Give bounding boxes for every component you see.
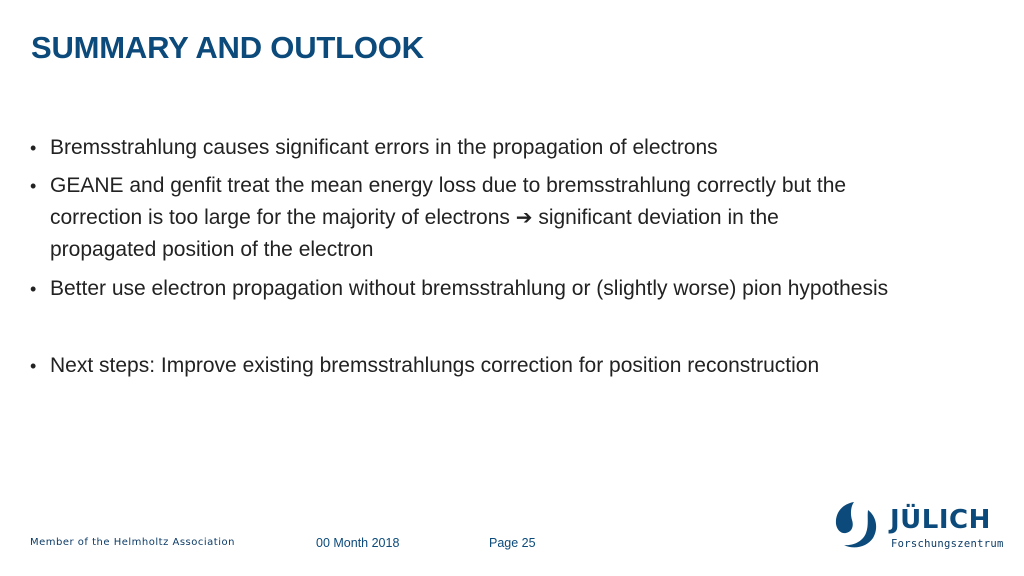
bullet-item	[30, 132, 1010, 164]
bullet-item	[30, 350, 1010, 382]
bullet-marker: •	[30, 356, 37, 376]
bullet-text-line: propagated position of the electron	[50, 238, 374, 261]
juelich-logo-mark-icon	[832, 500, 882, 550]
bullet-text: Better use electron propagation without bremsstrahlung or (slightly worse) pion hypothesis	[50, 277, 889, 300]
bullet-text-line	[50, 202, 1010, 234]
footer-date: 00 Month 2018	[316, 536, 400, 550]
bullet-item	[30, 273, 1010, 305]
bullet-text: Bremsstrahlung causes significant errors in the propagation of electrons	[50, 136, 718, 159]
bullet-text-line: GEANE and genfit treat the mean energy loss due to bremsstrahlung correctly but the	[50, 174, 847, 197]
bullet-text-segment: correction is too large for the majority of electrons	[50, 206, 510, 229]
footer-association: Member of the Helmholtz Association	[30, 537, 235, 548]
logo-name: JÜLICH	[890, 505, 991, 535]
footer-page-number: Page 25	[489, 536, 536, 550]
arrow-right-icon: ➔	[515, 207, 533, 229]
bullet-marker: •	[30, 138, 37, 158]
juelich-logo	[832, 500, 1002, 556]
bullet-item	[30, 170, 1010, 266]
bullet-marker: •	[30, 279, 37, 299]
bullet-text: Next steps: Improve existing bremsstrahlungs correction for position reconstruction	[50, 354, 820, 377]
bullet-marker: •	[30, 176, 37, 196]
logo-subtitle: Forschungszentrum	[891, 538, 1004, 550]
slide-title: SUMMARY AND OUTLOOK	[31, 30, 424, 65]
bullet-text-segment: significant deviation in the	[538, 206, 779, 229]
